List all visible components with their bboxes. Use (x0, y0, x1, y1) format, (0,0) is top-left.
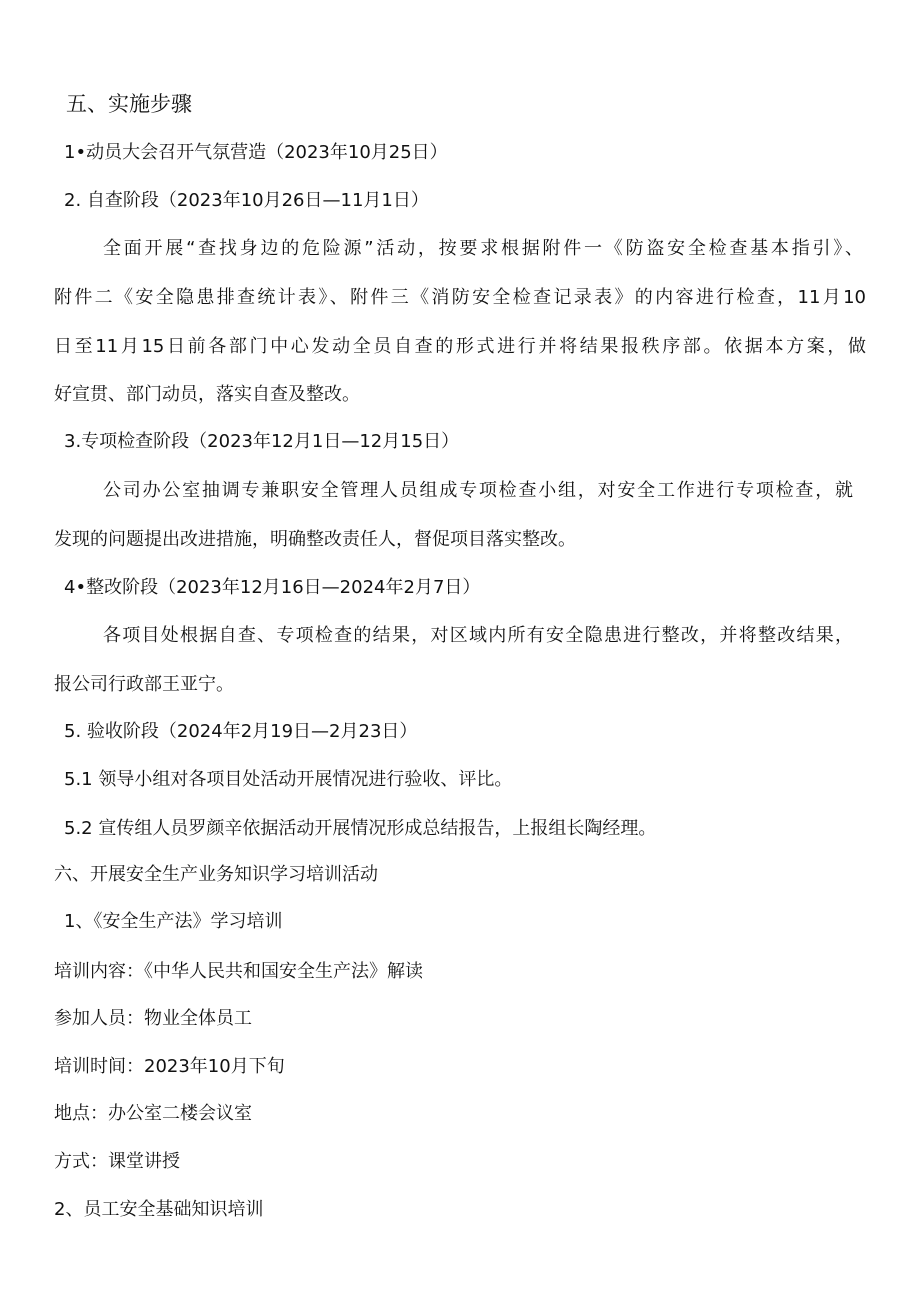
step-5-heading: 5. 验收阶段（2024年2月19日—2月23日） (64, 721, 418, 742)
training-location: 地点：办公室二楼会议室 (54, 1103, 252, 1124)
step-2-paragraph-line-2: 附件二《安全隐患排查统计表》、附件三《消防安全检查记录表》的内容进行检查，11月10 (54, 287, 866, 308)
step-4-paragraph-line-2: 报公司行政部王亚宁。 (54, 674, 234, 695)
step-2-heading: 2. 自查阶段（2023年10月26日—11月1日） (64, 190, 429, 211)
step-3-heading: 3.专项检查阶段（2023年12月1日—12月15日） (64, 431, 460, 452)
step-3-paragraph-line-1: 公司办公室抽调专兼职安全管理人员组成专项检查小组，对安全工作进行专项检查，就 (103, 480, 853, 501)
training-time: 培训时间：2023年10月下旬 (54, 1056, 285, 1077)
step-4-heading: 4•整改阶段（2023年12月16日—2024年2月7日） (64, 577, 481, 598)
training-participants: 参加人员：物业全体员工 (54, 1008, 252, 1029)
step-5-2: 5.2 宣传组人员罗颜辛依据活动开展情况形成总结报告，上报组长陶经理。 (64, 818, 657, 839)
section-6-heading: 六、开展安全生产业务知识学习培训活动 (54, 864, 378, 885)
training-method: 方式：课堂讲授 (54, 1151, 180, 1172)
step-2-paragraph-line-1: 全面开展“查找身边的危险源”活动，按要求根据附件一《防盗安全检查基本指引》、 (103, 238, 863, 259)
step-2-paragraph-line-3: 日至11月15日前各部门中心发动全员自查的形式进行并将结果报秩序部。依据本方案，做 (54, 336, 866, 357)
step-5-1: 5.1 领导小组对各项目处活动开展情况进行验收、评比。 (64, 769, 513, 790)
step-2-paragraph-line-4: 好宣贯、部门动员，落实自查及整改。 (54, 384, 360, 405)
section-5-heading: 五、实施步骤 (66, 92, 192, 116)
training-item-2-title: 2、员工安全基础知识培训 (54, 1199, 264, 1220)
training-content: 培训内容：《中华人民共和国安全生产法》解读 (54, 961, 423, 982)
step-4-paragraph-line-1: 各项目处根据自查、专项检查的结果，对区域内所有安全隐患进行整改，并将整改结果， (103, 625, 853, 646)
step-3-paragraph-line-2: 发现的问题提出改进措施，明确整改责任人，督促项目落实整改。 (54, 529, 576, 550)
step-1-heading: 1•动员大会召开气氛营造（2023年10月25日） (64, 142, 448, 163)
training-item-1-title: 1、《安全生产法》学习培训 (64, 911, 283, 932)
